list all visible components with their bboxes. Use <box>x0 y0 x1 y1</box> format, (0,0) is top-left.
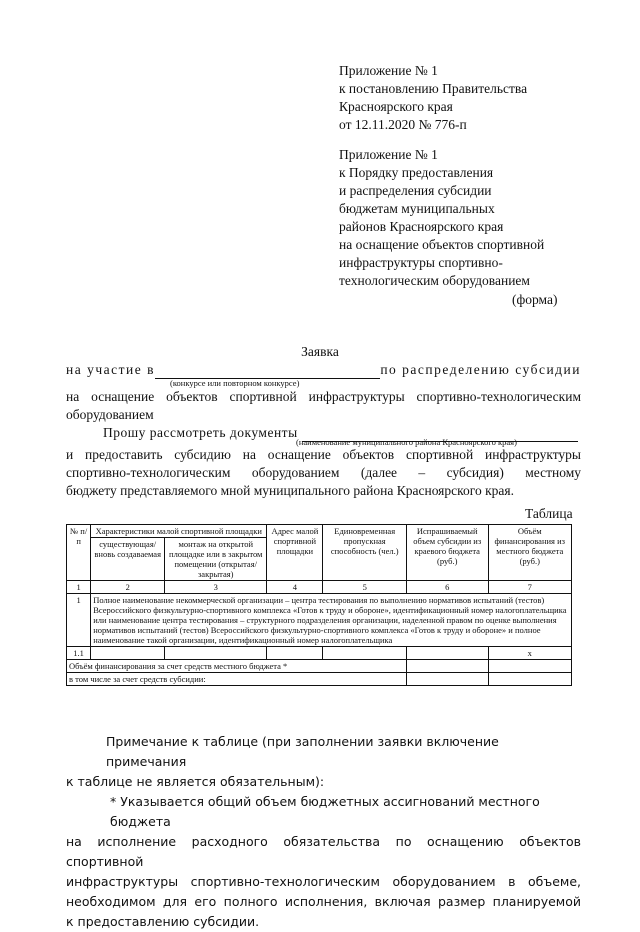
body-line-6: спортивно-технологическим оборудованием (далее – субсидия) местному <box>66 465 581 480</box>
header-local-funding: Объём финансирования из местного бюджета (руб.) <box>488 525 571 581</box>
body-line-2: на оснащение объектов спортивной инфраструктуры спортивно-технологическим <box>66 389 581 404</box>
table-cell[interactable] <box>488 673 571 686</box>
appendix-2-header <box>339 146 544 290</box>
appendix-2-line: технологическим оборудованием <box>339 273 530 288</box>
appendix-2-line: к Порядку предоставления <box>339 165 494 180</box>
appendix-1-header <box>339 62 527 134</box>
appendix-2-line: инфраструктуры спортивно- <box>339 255 503 270</box>
appendix-2-line: районов Красноярского края <box>339 219 504 234</box>
appendix-1-line: от 12.11.2020 № 776-п <box>339 117 467 132</box>
col-number: 7 <box>488 581 571 594</box>
body-line-3: оборудованием <box>66 407 154 422</box>
note-line: к предоставлению субсидии. <box>66 914 260 929</box>
header-address: Адрес малой спортивной площадки <box>267 525 323 581</box>
table-label: Таблица <box>525 506 573 521</box>
appendix-1-line: Приложение № 1 <box>339 63 438 78</box>
table-cell[interactable] <box>406 647 488 660</box>
application-table <box>66 524 572 686</box>
row-1-organization-text: Полное наименование некоммерческой организации – центра тестирования по выполнению нормативов испытаний (тестов) Всероссийского физкультурно-спортивного комплекса «Готов к труду и обороне», идентификационный номер налогоплательщика или наименование центра тестирования – структурного подразделения организации, наделенной правом по оценке выполнения нормативов испытаний (тестов) Всероссийского физкультурно-спортивного комплекса «Готов к труду и обороне» и полное наименование такой организации, идентификационный номер налогоплательщика <box>91 594 572 647</box>
col-number: 3 <box>165 581 267 594</box>
line1-end: по распределению субсидии <box>380 362 581 377</box>
table-cell[interactable] <box>267 647 323 660</box>
form-label: (форма) <box>512 292 558 307</box>
row-1-num: 1 <box>67 594 91 647</box>
col-number: 6 <box>406 581 488 594</box>
total-subsidy-label: в том числе за счет средств субсидии: <box>67 673 407 686</box>
table-cell[interactable] <box>323 647 406 660</box>
appendix-2-line: и распределения субсидии <box>339 183 492 198</box>
appendix-1-line: к постановлению Правительства <box>339 81 528 96</box>
body-line-7: бюджету представляемого мной муниципального района Красноярского края. <box>66 483 514 498</box>
row-1-1-x: x <box>488 647 571 660</box>
header-requested-subsidy: Испрашиваемый объем субсидии из краевого бюджета (руб.) <box>406 525 488 581</box>
contest-type-hint: (конкурсе или повторном конкурсе) <box>170 378 300 388</box>
appendix-2-line: бюджетам муниципальных <box>339 201 495 216</box>
table-cell[interactable] <box>91 647 165 660</box>
line1-start: на участие в <box>66 362 155 377</box>
header-char-existing: существующая/ вновь создаваемая <box>91 538 165 581</box>
col-number: 4 <box>267 581 323 594</box>
table-cell[interactable] <box>165 647 267 660</box>
col-number: 2 <box>91 581 165 594</box>
district-name-hint: (наименование муниципального района Красноярского края) <box>296 437 517 447</box>
body-line-5: и предоставить субсидию на оснащение объектов спортивной инфраструктуры <box>66 447 581 462</box>
header-capacity: Единовременная пропускная способность (чел.) <box>323 525 406 581</box>
note-line: * Указывается общий объем бюджетных ассигнований местного бюджета <box>110 794 540 829</box>
appendix-2-line: Приложение № 1 <box>339 147 438 162</box>
col-number: 5 <box>323 581 406 594</box>
notes-block <box>66 732 581 932</box>
note-line: на исполнение расходного обязательства по оснащению объектов спортивной <box>66 834 581 869</box>
document-title: Заявка <box>301 344 339 359</box>
body-line-1 <box>66 361 581 379</box>
appendix-2-line: на оснащение объектов спортивной <box>339 237 545 252</box>
table-cell[interactable] <box>488 660 571 673</box>
table-cell[interactable] <box>406 673 488 686</box>
table-cell[interactable] <box>406 660 488 673</box>
col-number: 1 <box>67 581 91 594</box>
note-line: необходимом для его полного исполнения, включая размер планируемой <box>66 894 581 909</box>
appendix-1-line: Красноярского края <box>339 99 453 114</box>
row-1-1-num: 1.1 <box>67 647 91 660</box>
total-local-funding-label: Объём финансирования за счет средств местного бюджета * <box>67 660 407 673</box>
note-line: инфраструктуры спортивно-технологическим оборудованием в объеме, <box>66 874 581 889</box>
header-num: № п/п <box>67 525 91 581</box>
header-char-mounting: монтаж на открытой площадке или в закрытом помещении (открытая/закрытая) <box>165 538 267 581</box>
note-line: Примечание к таблице (при заполнении заявки включение примечания <box>106 734 499 769</box>
header-characteristics: Характеристики малой спортивной площадки <box>91 525 267 538</box>
note-line: к таблице не является обязательным): <box>66 774 325 789</box>
line4-start: Прошу рассмотреть документы <box>103 425 298 440</box>
